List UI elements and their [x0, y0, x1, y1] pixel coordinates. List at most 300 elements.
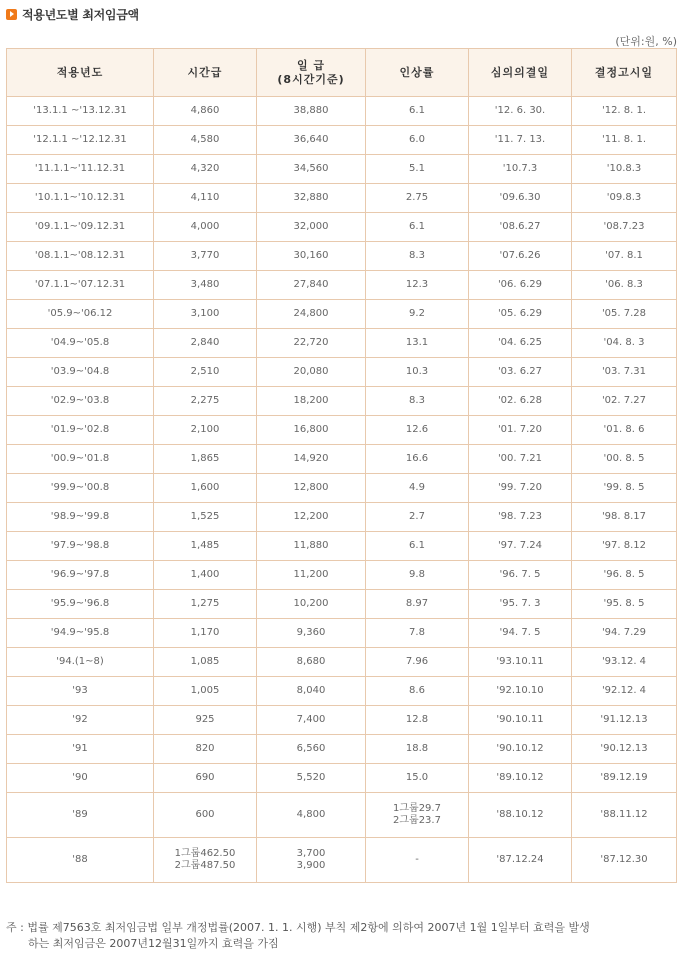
table-row	[7, 445, 677, 474]
cell-year-value: '92	[72, 714, 88, 725]
footnote	[6, 920, 678, 952]
cell-hourly	[154, 416, 257, 445]
cell-daily-value: 34,560	[293, 163, 329, 174]
table-row	[7, 126, 677, 155]
cell-year	[7, 619, 154, 648]
cell-daily	[257, 242, 366, 271]
cell-hourly-value: 1,005	[190, 685, 220, 696]
cell-rate	[366, 735, 469, 764]
cell-decided	[469, 590, 572, 619]
cell-hourly-value: 4,580	[190, 134, 220, 145]
cell-decided-value: '01. 7.20	[497, 424, 543, 435]
cell-decided	[469, 503, 572, 532]
cell-hourly-value: 4,110	[190, 192, 220, 203]
cell-announced-value: '88.11.12	[600, 809, 648, 820]
table-row	[7, 184, 677, 213]
cell-announced-value: '93.12. 4	[601, 656, 647, 667]
cell-announced	[572, 764, 677, 793]
table-row	[7, 387, 677, 416]
cell-daily-value-2: 3,900	[296, 860, 326, 871]
table-row	[7, 764, 677, 793]
cell-year-value: '11.1.1~'11.12.31	[34, 163, 126, 174]
cell-announced-value: '07. 8.1	[605, 250, 643, 261]
cell-year	[7, 329, 154, 358]
cell-daily	[257, 735, 366, 764]
cell-decided-value: '92.10.10	[496, 685, 544, 696]
cell-rate	[366, 387, 469, 416]
cell-year	[7, 706, 154, 735]
cell-year-value: '99.9~'00.8	[50, 482, 110, 493]
cell-decided-value: '06. 6.29	[497, 279, 543, 290]
cell-daily	[257, 503, 366, 532]
cell-daily	[257, 532, 366, 561]
cell-hourly	[154, 503, 257, 532]
cell-year	[7, 445, 154, 474]
cell-daily	[257, 416, 366, 445]
cell-year-value: '00.9~'01.8	[50, 453, 110, 464]
cell-announced	[572, 735, 677, 764]
cell-daily-value: 11,200	[293, 569, 329, 580]
cell-year-value: '08.1.1~'08.12.31	[34, 250, 126, 261]
cell-hourly	[154, 329, 257, 358]
cell-year	[7, 300, 154, 329]
cell-rate-value: 12.3	[405, 279, 429, 290]
cell-decided	[469, 677, 572, 706]
cell-rate-value: 15.0	[405, 772, 429, 783]
cell-hourly-value: 2,275	[190, 395, 220, 406]
table-row	[7, 706, 677, 735]
cell-decided-value: '99. 7.20	[497, 482, 543, 493]
cell-decided	[469, 416, 572, 445]
cell-rate-value: 12.8	[405, 714, 429, 725]
cell-daily-value: 5,520	[296, 772, 326, 783]
cell-rate-value: 18.8	[405, 743, 429, 754]
cell-daily	[257, 764, 366, 793]
cell-hourly	[154, 561, 257, 590]
bullet-arrow-icon	[6, 9, 17, 20]
cell-decided	[469, 838, 572, 883]
cell-hourly	[154, 242, 257, 271]
cell-decided	[469, 561, 572, 590]
header-announced: 결정고시일	[572, 49, 677, 97]
cell-decided	[469, 474, 572, 503]
cell-hourly	[154, 358, 257, 387]
cell-hourly-value: 1,275	[190, 598, 220, 609]
table-row	[7, 619, 677, 648]
table-row	[7, 648, 677, 677]
cell-daily	[257, 474, 366, 503]
cell-announced	[572, 445, 677, 474]
cell-rate-value: 8.3	[409, 250, 425, 261]
cell-decided-value: '12. 6. 30.	[494, 105, 546, 116]
cell-rate-value: 8.97	[405, 598, 429, 609]
cell-hourly	[154, 271, 257, 300]
cell-rate-value: 4.9	[409, 482, 425, 493]
cell-announced-value: '06. 8.3	[605, 279, 643, 290]
cell-rate-value: 13.1	[405, 337, 429, 348]
cell-rate-value: 8.6	[409, 685, 425, 696]
cell-year	[7, 97, 154, 126]
cell-hourly-value: 3,100	[190, 308, 220, 319]
cell-hourly-value: 1,525	[190, 511, 220, 522]
cell-rate-value: 7.96	[405, 656, 429, 667]
cell-hourly	[154, 184, 257, 213]
cell-rate	[366, 764, 469, 793]
cell-rate-value: 1그룹29.7	[393, 803, 441, 814]
cell-decided-value: '89.10.12	[496, 772, 544, 783]
cell-daily	[257, 329, 366, 358]
table-row	[7, 838, 677, 883]
cell-hourly-value: 925	[195, 714, 215, 725]
cell-rate-value: 9.2	[409, 308, 425, 319]
cell-decided-value: '87.12.24	[496, 854, 544, 865]
cell-rate	[366, 155, 469, 184]
cell-rate	[366, 590, 469, 619]
cell-daily-value: 30,160	[293, 250, 329, 261]
cell-decided-value: '97. 7.24	[497, 540, 543, 551]
cell-decided-value: '02. 6.28	[497, 395, 543, 406]
cell-announced-value: '94. 7.29	[601, 627, 647, 638]
cell-daily	[257, 271, 366, 300]
header-rate: 인상률	[366, 49, 469, 97]
cell-year-value: '98.9~'99.8	[50, 511, 110, 522]
table-row	[7, 213, 677, 242]
cell-decided-value: '03. 6.27	[497, 366, 543, 377]
cell-daily-value: 32,880	[293, 192, 329, 203]
cell-announced	[572, 213, 677, 242]
cell-hourly-value-2: 2그룹487.50	[174, 860, 236, 871]
cell-hourly	[154, 532, 257, 561]
cell-announced-value: '11. 8. 1.	[601, 134, 647, 145]
cell-rate	[366, 329, 469, 358]
cell-announced	[572, 126, 677, 155]
cell-announced	[572, 271, 677, 300]
cell-decided-value: '00. 7.21	[497, 453, 543, 464]
cell-daily	[257, 619, 366, 648]
cell-year-value: '02.9~'03.8	[50, 395, 110, 406]
cell-announced	[572, 300, 677, 329]
cell-hourly-value: 600	[195, 809, 215, 820]
cell-year-value: '93	[72, 685, 88, 696]
table-row	[7, 97, 677, 126]
cell-decided	[469, 445, 572, 474]
cell-rate	[366, 793, 469, 838]
cell-rate	[366, 619, 469, 648]
cell-year-value: '10.1.1~'10.12.31	[34, 192, 126, 203]
cell-hourly-value: 1그룹462.50	[174, 848, 236, 859]
cell-decided	[469, 532, 572, 561]
cell-hourly	[154, 735, 257, 764]
cell-rate-value: 9.8	[409, 569, 425, 580]
cell-announced	[572, 242, 677, 271]
cell-decided	[469, 358, 572, 387]
cell-year-value: '12.1.1 ~'12.12.31	[33, 134, 127, 145]
cell-hourly	[154, 97, 257, 126]
cell-hourly-value: 2,840	[190, 337, 220, 348]
cell-hourly	[154, 838, 257, 883]
cell-rate	[366, 532, 469, 561]
table-row	[7, 561, 677, 590]
cell-rate	[366, 213, 469, 242]
cell-year	[7, 532, 154, 561]
cell-daily-value: 8,040	[296, 685, 326, 696]
cell-daily-value: 7,400	[296, 714, 326, 725]
cell-decided	[469, 648, 572, 677]
cell-decided	[469, 735, 572, 764]
header-daily-label: 일 급	[296, 58, 326, 72]
cell-decided-value: '04. 6.25	[497, 337, 543, 348]
cell-hourly	[154, 619, 257, 648]
minimum-wage-table	[6, 48, 677, 883]
cell-announced	[572, 358, 677, 387]
table-row	[7, 242, 677, 271]
cell-daily-value: 6,560	[296, 743, 326, 754]
cell-decided	[469, 387, 572, 416]
cell-announced-value: '87.12.30	[600, 854, 648, 865]
cell-announced-value: '92.12. 4	[601, 685, 647, 696]
cell-daily	[257, 155, 366, 184]
cell-year	[7, 764, 154, 793]
cell-announced	[572, 793, 677, 838]
cell-daily	[257, 838, 366, 883]
cell-announced	[572, 677, 677, 706]
cell-decided	[469, 329, 572, 358]
cell-daily-value: 12,800	[293, 482, 329, 493]
cell-rate	[366, 184, 469, 213]
cell-announced-value: '05. 7.28	[601, 308, 647, 319]
table-row	[7, 532, 677, 561]
cell-year-value: '88	[72, 854, 88, 865]
cell-decided	[469, 184, 572, 213]
cell-hourly-value: 1,170	[190, 627, 220, 638]
cell-rate	[366, 838, 469, 883]
cell-daily	[257, 97, 366, 126]
cell-hourly	[154, 706, 257, 735]
cell-hourly-value: 1,600	[190, 482, 220, 493]
cell-year	[7, 387, 154, 416]
cell-announced	[572, 329, 677, 358]
cell-announced	[572, 838, 677, 883]
cell-hourly-value: 690	[195, 772, 215, 783]
cell-hourly	[154, 648, 257, 677]
table-header-row	[7, 49, 677, 97]
table-row	[7, 271, 677, 300]
cell-rate	[366, 126, 469, 155]
header-daily-basis: (8시간기준)	[277, 72, 345, 86]
cell-rate-value: 5.1	[409, 163, 425, 174]
cell-hourly-value: 1,085	[190, 656, 220, 667]
cell-daily-value: 3,700	[296, 848, 326, 859]
cell-daily-value: 10,200	[293, 598, 329, 609]
cell-year	[7, 271, 154, 300]
cell-decided-value: '08.6.27	[499, 221, 541, 232]
cell-year-value: '96.9~'97.8	[50, 569, 110, 580]
cell-year	[7, 735, 154, 764]
cell-daily-value: 22,720	[293, 337, 329, 348]
table-row	[7, 329, 677, 358]
cell-announced	[572, 648, 677, 677]
cell-decided-value: '93.10.11	[496, 656, 544, 667]
cell-daily-value: 24,800	[293, 308, 329, 319]
cell-announced-value: '99. 8. 5	[603, 482, 645, 493]
cell-announced	[572, 590, 677, 619]
cell-hourly	[154, 474, 257, 503]
cell-rate	[366, 648, 469, 677]
cell-daily-value: 20,080	[293, 366, 329, 377]
cell-daily	[257, 213, 366, 242]
cell-hourly	[154, 677, 257, 706]
cell-announced-value: '91.12.13	[600, 714, 648, 725]
cell-decided-value: '90.10.11	[496, 714, 544, 725]
table-row	[7, 793, 677, 838]
cell-rate	[366, 242, 469, 271]
cell-rate	[366, 503, 469, 532]
cell-rate	[366, 97, 469, 126]
cell-year	[7, 503, 154, 532]
table-row	[7, 416, 677, 445]
cell-hourly-value: 1,485	[190, 540, 220, 551]
cell-announced	[572, 706, 677, 735]
footnote-line-1: 주 : 법률 제7563호 최저임금법 일부 개정법률(2007. 1. 1. 시행) 부칙 제2항에 의하여 2007년 1월 1일부터 효력을 발생	[6, 921, 590, 934]
cell-hourly-value: 4,000	[190, 221, 220, 232]
cell-rate-value: 6.1	[409, 105, 425, 116]
cell-year	[7, 590, 154, 619]
cell-decided	[469, 300, 572, 329]
cell-announced-value: '09.8.3	[606, 192, 642, 203]
cell-decided-value: '07.6.26	[499, 250, 541, 261]
cell-rate-value: 7.8	[409, 627, 425, 638]
cell-decided-value: '05. 6.29	[497, 308, 543, 319]
cell-announced-value: '00. 8. 5	[603, 453, 645, 464]
cell-announced-value: '96. 8. 5	[603, 569, 645, 580]
cell-daily	[257, 184, 366, 213]
cell-rate	[366, 706, 469, 735]
cell-year-value: '97.9~'98.8	[50, 540, 110, 551]
cell-announced	[572, 155, 677, 184]
cell-rate	[366, 271, 469, 300]
table-row	[7, 300, 677, 329]
table-row	[7, 503, 677, 532]
cell-daily	[257, 358, 366, 387]
cell-decided-value: '98. 7.23	[497, 511, 543, 522]
cell-year	[7, 358, 154, 387]
cell-daily	[257, 706, 366, 735]
cell-hourly-value: 1,400	[190, 569, 220, 580]
cell-rate-value: 16.6	[405, 453, 429, 464]
cell-rate	[366, 416, 469, 445]
cell-daily-value: 16,800	[293, 424, 329, 435]
cell-announced-value: '10.8.3	[606, 163, 642, 174]
cell-daily-value: 8,680	[296, 656, 326, 667]
cell-decided	[469, 242, 572, 271]
table-row	[7, 155, 677, 184]
cell-hourly-value: 4,860	[190, 105, 220, 116]
cell-daily-value: 38,880	[293, 105, 329, 116]
cell-year-value: '04.9~'05.8	[50, 337, 110, 348]
cell-rate	[366, 677, 469, 706]
footnote-line-2: 하는 최저임금은 2007년12월31일까지 효력을 가짐	[28, 937, 279, 950]
cell-hourly	[154, 445, 257, 474]
cell-rate-value: 6.1	[409, 540, 425, 551]
cell-hourly	[154, 387, 257, 416]
cell-decided	[469, 213, 572, 242]
cell-year-value: '89	[72, 809, 88, 820]
cell-year-value: '05.9~'06.12	[47, 308, 113, 319]
cell-year-value: '13.1.1 ~'13.12.31	[33, 105, 127, 116]
cell-year	[7, 793, 154, 838]
cell-rate-value: 6.1	[409, 221, 425, 232]
cell-rate	[366, 561, 469, 590]
cell-year	[7, 838, 154, 883]
cell-daily-value: 36,640	[293, 134, 329, 145]
cell-daily-value: 14,920	[293, 453, 329, 464]
cell-announced-value: '04. 8. 3	[603, 337, 645, 348]
table-row	[7, 735, 677, 764]
cell-daily	[257, 793, 366, 838]
cell-rate-value: 10.3	[405, 366, 429, 377]
cell-year-value: '95.9~'96.8	[50, 598, 110, 609]
cell-daily-value: 27,840	[293, 279, 329, 290]
cell-hourly	[154, 213, 257, 242]
cell-hourly	[154, 300, 257, 329]
cell-daily-value: 9,360	[296, 627, 326, 638]
cell-announced-value: '12. 8. 1.	[601, 105, 647, 116]
cell-decided-value: '09.6.30	[499, 192, 541, 203]
cell-year	[7, 126, 154, 155]
cell-announced	[572, 532, 677, 561]
cell-decided	[469, 126, 572, 155]
cell-year	[7, 155, 154, 184]
header-daily	[257, 49, 366, 97]
header-year: 적용년도	[7, 49, 154, 97]
cell-rate-value: 2.75	[405, 192, 429, 203]
cell-announced-value: '03. 7.31	[601, 366, 647, 377]
cell-hourly-value: 2,100	[190, 424, 220, 435]
cell-decided-value: '90.10.12	[496, 743, 544, 754]
cell-decided	[469, 793, 572, 838]
table-row	[7, 474, 677, 503]
cell-announced	[572, 474, 677, 503]
cell-announced-value: '95. 8. 5	[603, 598, 645, 609]
cell-decided-value: '10.7.3	[502, 163, 538, 174]
cell-announced-value: '89.12.19	[600, 772, 648, 783]
cell-daily-value: 18,200	[293, 395, 329, 406]
cell-announced	[572, 184, 677, 213]
cell-decided-value: '96. 7. 5	[499, 569, 541, 580]
cell-daily	[257, 677, 366, 706]
cell-announced-value: '97. 8.12	[601, 540, 647, 551]
cell-daily-value: 11,880	[293, 540, 329, 551]
table-row	[7, 358, 677, 387]
cell-hourly	[154, 590, 257, 619]
cell-year	[7, 184, 154, 213]
cell-decided-value: '95. 7. 3	[499, 598, 541, 609]
cell-hourly	[154, 793, 257, 838]
cell-hourly-value: 3,480	[190, 279, 220, 290]
cell-hourly-value: 4,320	[190, 163, 220, 174]
cell-year	[7, 561, 154, 590]
cell-year	[7, 677, 154, 706]
page-title-bar	[6, 5, 139, 23]
cell-daily	[257, 590, 366, 619]
cell-hourly-value: 3,770	[190, 250, 220, 261]
header-decided: 심의의결일	[469, 49, 572, 97]
cell-rate-value: 2.7	[409, 511, 425, 522]
cell-year	[7, 242, 154, 271]
cell-year	[7, 648, 154, 677]
cell-hourly	[154, 764, 257, 793]
table-row	[7, 677, 677, 706]
